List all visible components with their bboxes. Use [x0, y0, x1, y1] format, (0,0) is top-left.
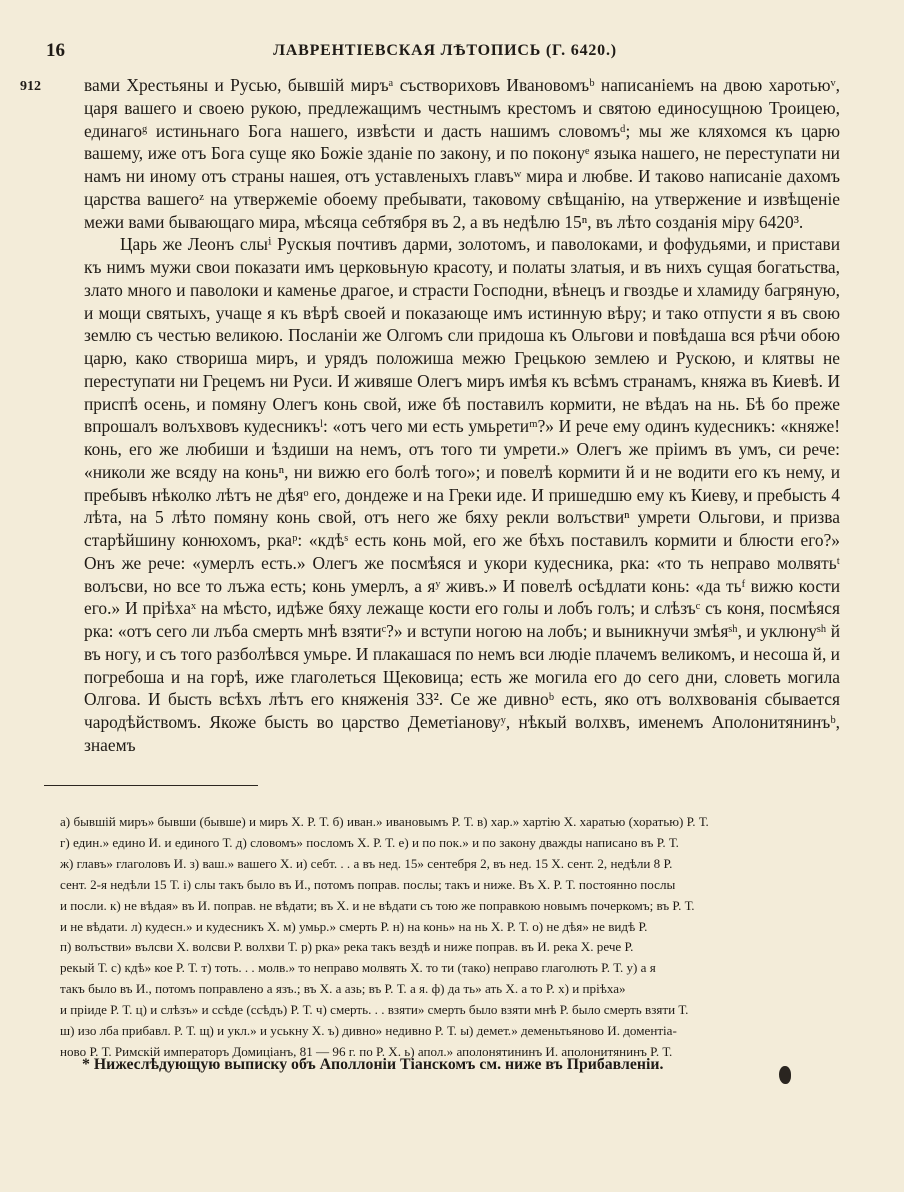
margin-year-note: 912	[20, 79, 41, 94]
running-title: ЛАВРЕНТІЕВСКАЯ ЛѢТОПИСЬ (Г. 6420.)	[273, 42, 617, 59]
apparatus-line: и посли. к) не вѣдая» въ И. поправ. не вѣдати; въ Х. и не вѣдати съ тою же поправкою новымъ почеркомъ; въ Р. Т.	[60, 897, 695, 913]
page-number: 16	[46, 40, 65, 61]
footnote: * Нижеслѣдующую выписку объ Аполлоніи Тіанскомъ см. ниже въ Прибавленіи.	[82, 1056, 664, 1073]
apparatus-line: такъ было въ И., потомъ поправлено а язъ.; въ Х. а азь; въ Р. Т. а я. ф) да ть» ать Х. а то Р. х) и пріѣха»	[60, 981, 626, 997]
footnote-divider	[44, 785, 258, 786]
page-header	[46, 40, 844, 64]
main-text	[84, 74, 840, 757]
paragraph: Царь же Леонъ слыⁱ Рускыя почтивъ дарми, золотомъ, и паволоками, и фофудьями, и пристави къ нимъ мужи свои показати имъ церковьную красоту, и полаты златыя, и въ нихъ сущая богатьства, злато много и паволоки и каменье драгое, и страсти Господни, вѣнецъ и гвоздье и хламиду багряную, и мощи святыхъ, учаще я къ вѣрѣ своей и показающе имъ истинную вѣру; и тако отпусти я въ свою землю съ честью великою. Посланіи же Олгомъ сли придоша къ Ольгови и повѣдаша вся рѣчи обою царю, како створиша миръ, и урядъ положиша межю Грецькою землею и Рускою, и клятвы не переступати ни Грецемъ ни Руси. И живяше Олегъ миръ имѣя къ всѣмъ странамъ, княжа въ Киевѣ. И приспѣ осень, и помяну Олегъ конь свой, иже бѣ поставилъ кормити, не вѣдаъ на нь. Бѣ бо преже впрошалъ волъхвовъ кудесникъˡ: «отъ чего ми есть умьретиᵐ?» И рече ему одинъ кудесникъ: «княже! конь, его же любиши и ѣздиши на немъ, отъ того ти умрети.» Олегъ же пріимъ въ умъ, си рече: «николи же всяду на коньⁿ, ни вижю его болѣ того»; и повелѣ кормити й и не водити его къ нему, и пребывъ нѣколко лѣтъ не дѣяᵒ его, дондеже и на Греки иде. И пришедшю ему къ Киеву, и пребысть 4 лѣта, на 5 лѣто помяну конь свой, отъ него же бяху рекли волъствиⁿ умрети Ольгови, и призва старѣйшину конюхомъ, ркаᵖ: «кдѣˢ есть конь мой, его же бѣхъ поставилъ кормити и блюсти его?» Онъ же рече: «умерлъ есть.» Олегъ же посмѣяся и укори кудесника, рка: «то ть неправо молвятьᵗ волъсви, но все то лъжа есть; конь умерлъ, а яʸ живъ.» И повелѣ осѣдлати конь: «да тьᶠ вижю кости его.» И пріѣхаˣ на мѣсто, идѣже бяху лежаще кости его голы и лобъ голъ; и слѣзъᶜ съ коня, посмѣяся рка: «отъ сего ли лъба смерть мнѣ взятиᶜ?» и вступи ногою на лобъ; и выникнучи змѣяˢʰ, и уклюнуˢʰ й въ ногу, и съ того разболѣвся умьре. И плакашася по немъ вси людіе плачемъ великомъ, и несоша й, и погребоша и на горѣ, иже глаголеться Щековица; есть же могила его до сего дни, словеть могила Олгова. И бысть всѣхъ лѣтъ его княженія 33². Се же дивноᵇ есть, яко отъ волхвованія сбывается чародѣйствомъ. Якоже бысть во царство Деметіановуʸ, нѣкый волхвъ, именемъ Аполонитянинъᵇ, знаемъ	[84, 234, 840, 755]
ink-blot	[779, 1066, 791, 1084]
apparatus-line: ново Р. Т. Римскій императоръ Домиціанъ, 81 — 96 г. по Р. Х. ь) апол.» аполонятининъ И. аполонитянинъ Р. Т.	[60, 1043, 673, 1059]
apparatus-line: рекый Т. с) кдѣ» кое Р. Т. т) тоть. . . молв.» то неправо молвять Х. то ти (тако) неправо глаголють Р. Т. у) а я	[60, 960, 656, 976]
paragraph: вами Хрестьяны и Русью, бывшій миръᵃ съствориховъ Ивановомъᵇ написаніемъ на двою харотьюᵛ, царя вашего и своею рукою, предлежащимъ честнымъ крестомъ и святою единосущною Троицею, единагоᵍ истиньнаго Бога нашего, извѣсти и дасть нашимъ словомъᵈ; мы же кляхомся къ царю вашему, иже отъ Бога суще яко Божіе зданіе по закону, и по поконуᵉ языка нашего, не переступати ни намъ ни иному отъ страны нашея, отъ уставленыхъ главъʷ мира и любве. И таково написаніе дахомъ царства вашегоᶻ на утвержеміе обоему пребывати, таковому свѣщанію, на утвержение и извѣщеніе межи вами бывающаго мира, мѣсяца себтября въ 2, а въ недѣлю 15ⁿ, въ лѣто созданія міру 6420³.	[84, 75, 840, 232]
critical-apparatus	[60, 812, 836, 1063]
apparatus-line: сент. 2-я недѣли 15 Т. і) слы такъ было въ И., потомъ поправ. послы; такъ и ниже. Въ Х. Р. Т. постоянно послы	[60, 876, 676, 892]
apparatus-line: г) един.» едино И. и единого Т. д) словомъ» посломъ Х. Р. Т. е) и по пок.» и по закону дважды написано въ Р. Т.	[60, 834, 679, 850]
apparatus-line: ж) главъ» глаголовъ И. з) ваш.» вашего Х. и) себт. . . а въ нед. 15» сентебря 2, въ нед. 15 Х. сент. 2, недѣли 8 Р.	[60, 855, 673, 871]
apparatus-line: ш) изо лба прибавл. Р. Т. щ) и укл.» и уськну Х. ъ) дивно» недивно Р. Т. ы) демет.» деменьтьяново И. доментіа-	[60, 1023, 677, 1039]
apparatus-line: а) бывшій миръ» бывши (бывше) и миръ Х. Р. Т. б) иван.» ивановымъ Р. Т. в) хар.» хартію Х. харатью (хоратью) Р. Т.	[60, 814, 709, 829]
apparatus-line: п) волъстви» вълсви Х. волсви Р. волхви Т. р) рка» река такъ вездѣ и ниже поправ. въ И. река Х. рече Р.	[60, 939, 634, 955]
apparatus-line: и не вѣдати. л) кудесн.» и кудесникъ Х. м) умьр.» смерть Р. н) на конь» на нь Х. Р. Т. о) не дѣя» не видѣ Р.	[60, 918, 648, 934]
apparatus-line: и пріиде Р. Т. ц) и слѣзъ» и ссѣде (ссѣдъ) Р. Т. ч) смерть. . . взяти» смерть было взяти мнѣ Р. было смерть взяти Т.	[60, 1002, 689, 1018]
